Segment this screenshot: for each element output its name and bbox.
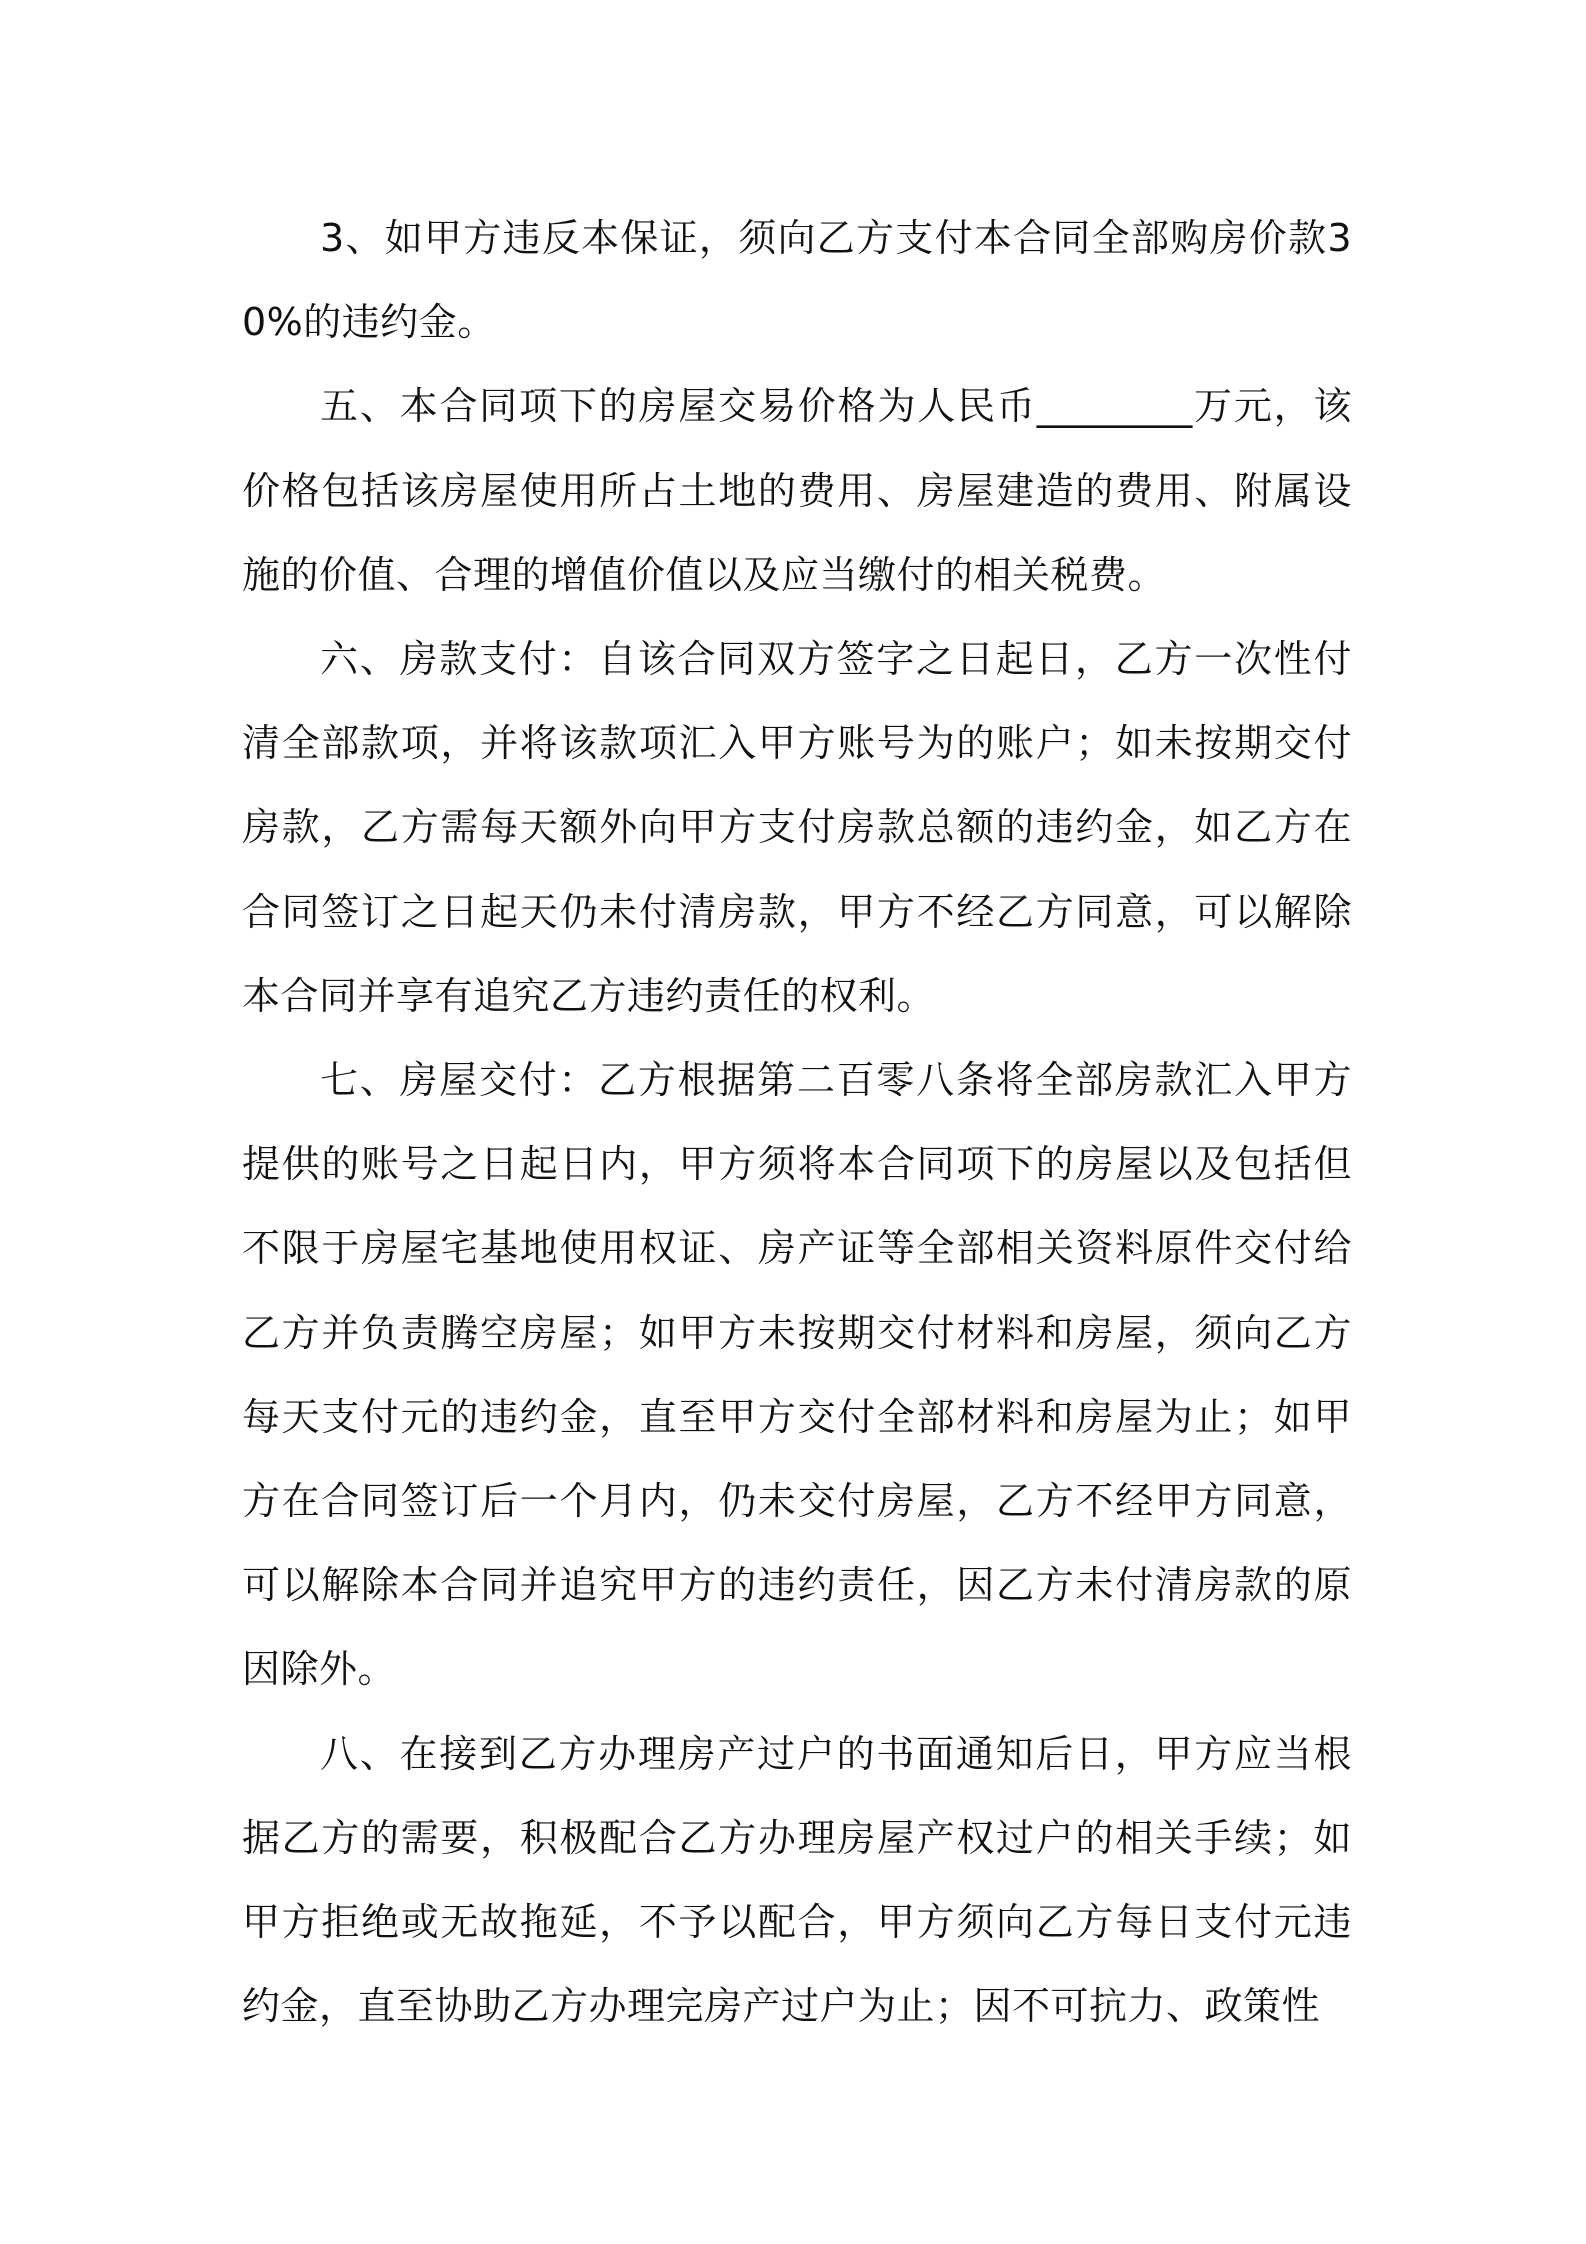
paragraph-clause-5: 五、本合同项下的房屋交易价格为人民币________万元，该价格包括该房屋使用所占土地的费用、房屋建造的费用、附属设施的价值、合理的增值价值以及应当缴付的相关税费。 (242, 384, 1352, 597)
paragraph-clause-7: 七、房屋交付：乙方根据第二百零八条将全部房款汇入甲方提供的账号之日起日内，甲方须将本合同项下的房屋以及包括但不限于房屋宅基地使用权证、房产证等全部相关资料原件交付给乙方并负责腾空房屋；如甲方未按期交付材料和房屋，须向乙方每天支付元的违约金，直至甲方交付全部材料和房屋为止；如甲方在合同签订后一个月内，仍未交付房屋，乙方不经甲方同意，可以解除本合同并追究甲方的违约责任，因乙方未付清房款的原因除外。 (242, 1058, 1352, 1692)
document-body (242, 196, 1352, 2048)
paragraph-clause-8: 八、在接到乙方办理房产过户的书面通知后日，甲方应当根据乙方的需要，积极配合乙方办理房屋产权过户的相关手续；如甲方拒绝或无故拖延，不予以配合，甲方须向乙方每日支付元违约金，直至协助乙方办理完房产过户为止；因不可抗力、政策性 (242, 1731, 1352, 2029)
paragraph-clause-6: 六、房款支付：自该合同双方签字之日起日，乙方一次性付清全部款项，并将该款项汇入甲方账号为的账户；如未按期交付房款，乙方需每天额外向甲方支付房款总额的违约金，如乙方在合同签订之日起天仍未付清房款，甲方不经乙方同意，可以解除本合同并享有追究乙方违约责任的权利。 (242, 637, 1352, 1018)
paragraph-clause-3: 3、如甲方违反本保证，须向乙方支付本合同全部购房价款30%的违约金。 (242, 216, 1352, 345)
